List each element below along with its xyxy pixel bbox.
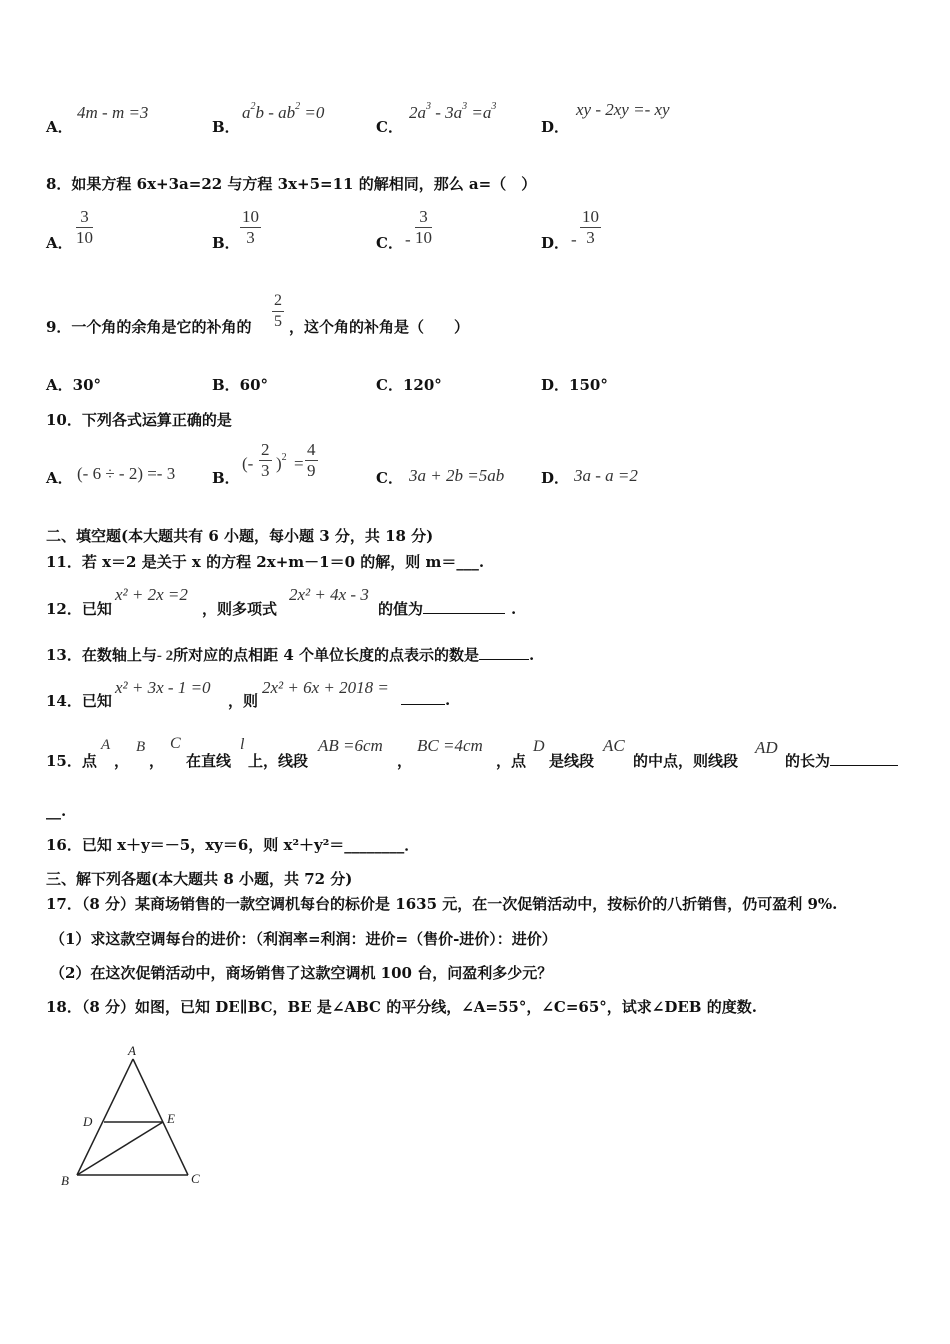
q8-option-d-sign: - bbox=[571, 230, 577, 249]
q15-point-d: D bbox=[533, 738, 545, 755]
q9-option-c: C．120° bbox=[376, 376, 442, 394]
q12-prefix: 12．已知 bbox=[46, 600, 112, 618]
q10-option-c-label: C． bbox=[376, 469, 403, 487]
q17-part-1: （1）求这款空调每台的进价：（利润率=利润：进价=（售价-进价）：进价） bbox=[50, 930, 557, 948]
q15-segment-ad: AD bbox=[755, 738, 778, 757]
q15-bc-length: BC =4cm bbox=[417, 736, 483, 755]
q15-line-l: l bbox=[240, 736, 245, 753]
q14-middle: ，则 bbox=[228, 692, 259, 710]
q13-text: 13．在数轴上与- 2所对应的点相距 4 个单位长度的点表示的数是 . bbox=[46, 646, 535, 664]
q10-option-b-fraction: $\frac{2}{3}$ bbox=[261, 440, 270, 480]
q10-option-b-close: )$^2$ bbox=[276, 452, 287, 473]
q12-suffix: 的值为 . bbox=[378, 600, 517, 618]
q8-option-d-fraction: $\frac{10}{3}$ bbox=[582, 207, 599, 247]
q7-option-b-label: B． bbox=[212, 118, 240, 136]
q8-option-c-label: C． bbox=[376, 234, 403, 252]
q18-triangle-figure bbox=[55, 1040, 215, 1190]
vertex-label-c: C bbox=[191, 1171, 200, 1186]
q15-comma-1: ， bbox=[114, 752, 130, 770]
q10-stem: 10．下列各式运算正确的是 bbox=[46, 411, 232, 429]
q10-option-b-result: $\frac{4}{9}$ bbox=[307, 440, 316, 480]
q7-option-a-expr: 4m - m =3 bbox=[77, 103, 149, 122]
vertex-label-d: D bbox=[83, 1114, 93, 1129]
q7-option-c-expr: $2a^3 - 3a^3 =a^3$ bbox=[409, 101, 497, 122]
q10-option-a-expr: (- 6 ÷ - 2) =- 3 bbox=[77, 464, 176, 483]
q8-option-c-fraction: $\frac{3}{10}$ bbox=[415, 207, 432, 247]
q16-text: 16．已知 x＋y＝－5，xy＝6，则 x²＋y²＝________． bbox=[46, 836, 420, 854]
q17-part-2: （2）在这次促销活动中，商场销售了这款空调机 100 台，问盈利多少元？ bbox=[50, 964, 553, 982]
q7-option-d-expr: xy - 2xy =- xy bbox=[576, 100, 670, 119]
q15-point-b: B bbox=[136, 739, 146, 755]
q15-point-a: A bbox=[101, 737, 111, 753]
q15-text-4: 是线段 bbox=[549, 752, 595, 770]
q14-answer-blank[interactable] bbox=[401, 690, 445, 705]
q15-text-1: 在直线 bbox=[186, 752, 232, 770]
q8-option-a-label: A． bbox=[46, 234, 73, 252]
q15-text-5: 的中点，则线段 bbox=[633, 752, 739, 770]
q10-option-b-equals: = bbox=[294, 454, 304, 473]
q9-option-d: D．150° bbox=[541, 376, 608, 394]
q10-option-d-expr: 3a - a =2 bbox=[574, 466, 638, 485]
vertex-label-b: B bbox=[61, 1173, 69, 1188]
q12-expr-1: x² + 2x =2 bbox=[115, 585, 188, 604]
section-3-heading: 三、解下列各题(本大题共 8 小题，共 72 分) bbox=[46, 870, 353, 888]
q8-option-a-fraction: $\frac{3}{10}$ bbox=[76, 207, 93, 247]
q7-option-d-label: D． bbox=[541, 118, 570, 136]
section-2-heading: 二、填空题(本大题共有 6 小题，每小题 3 分，共 18 分) bbox=[46, 527, 434, 545]
q14-expr-1: x² + 3x - 1 =0 bbox=[115, 678, 211, 697]
q9-option-a: A．30° bbox=[46, 376, 102, 394]
q7-option-b-expr: $a^2b - ab^2 =0$ bbox=[242, 101, 325, 122]
q12-expr-2: 2x² + 4x - 3 bbox=[289, 585, 369, 604]
q12-answer-blank[interactable] bbox=[423, 599, 505, 614]
q7-option-a-label: A． bbox=[46, 118, 73, 136]
q8-option-b-label: B． bbox=[212, 234, 240, 252]
q18-stem: 18．（8 分）如图，已知 DE∥BC，BE 是∠ABC 的平分线，∠A=55°，∠C=65°，试求∠DEB 的度数. bbox=[46, 998, 757, 1016]
edge-ac bbox=[133, 1059, 188, 1175]
q10-option-c-expr: 3a + 2b =5ab bbox=[409, 466, 505, 485]
q10-option-b-label: B． bbox=[212, 469, 240, 487]
q15-point-c: C bbox=[170, 735, 181, 752]
q15-comma-2: ， bbox=[149, 752, 165, 770]
q15-text-6: 的长为 bbox=[785, 750, 898, 771]
q15-tail: __. bbox=[46, 802, 67, 820]
q9-option-b: B．60° bbox=[212, 376, 269, 394]
q8-option-b-fraction: $\frac{10}{3}$ bbox=[242, 207, 259, 247]
q9-fraction: $\frac{2}{5}$ bbox=[274, 292, 282, 330]
q14-prefix: 14．已知 bbox=[46, 692, 112, 710]
q10-option-d-label: D． bbox=[541, 469, 570, 487]
q17-stem: 17．（8 分）某商场销售的一款空调机每台的标价是 1635 元，在一次促销活动中，按标价的八折销售，仍可盈利 9%. bbox=[46, 895, 838, 913]
vertex-label-a: A bbox=[128, 1043, 136, 1058]
q8-stem: 8．如果方程 6x+3a=22 与方程 3x+5=11 的解相同，那么 a=（ ） bbox=[46, 175, 537, 193]
q13-answer-blank[interactable] bbox=[479, 645, 529, 660]
q10-option-b-open: (- bbox=[242, 454, 254, 473]
q15-ab-length: AB =6cm bbox=[318, 736, 383, 755]
q8-option-d-label: D． bbox=[541, 234, 570, 252]
q15-segment-ac: AC bbox=[603, 736, 625, 755]
q15-comma-3: ， bbox=[397, 752, 413, 770]
q14-suffix: . bbox=[401, 690, 450, 709]
q7-option-c-label: C． bbox=[376, 118, 403, 136]
q12-middle: ，则多项式 bbox=[202, 600, 278, 618]
q15-answer-blank[interactable] bbox=[830, 751, 898, 766]
q11-text: 11．若 x＝2 是关于 x 的方程 2x+m－1＝0 的解，则 m＝___. bbox=[46, 553, 485, 571]
q9-stem-part2: ，这个角的补角是（ ） bbox=[289, 318, 470, 336]
q15-text-2: 上，线段 bbox=[248, 752, 309, 770]
q14-expr-2: 2x² + 6x + 2018 = bbox=[262, 678, 389, 697]
q15-prefix: 15．点 bbox=[46, 752, 97, 770]
q10-option-a-label: A． bbox=[46, 469, 73, 487]
q8-option-c-sign: - bbox=[405, 230, 411, 249]
q9-stem-part1: 9．一个角的余角是它的补角的 bbox=[46, 318, 252, 336]
vertex-label-e: E bbox=[167, 1111, 175, 1126]
q15-text-3: ，点 bbox=[496, 752, 527, 770]
